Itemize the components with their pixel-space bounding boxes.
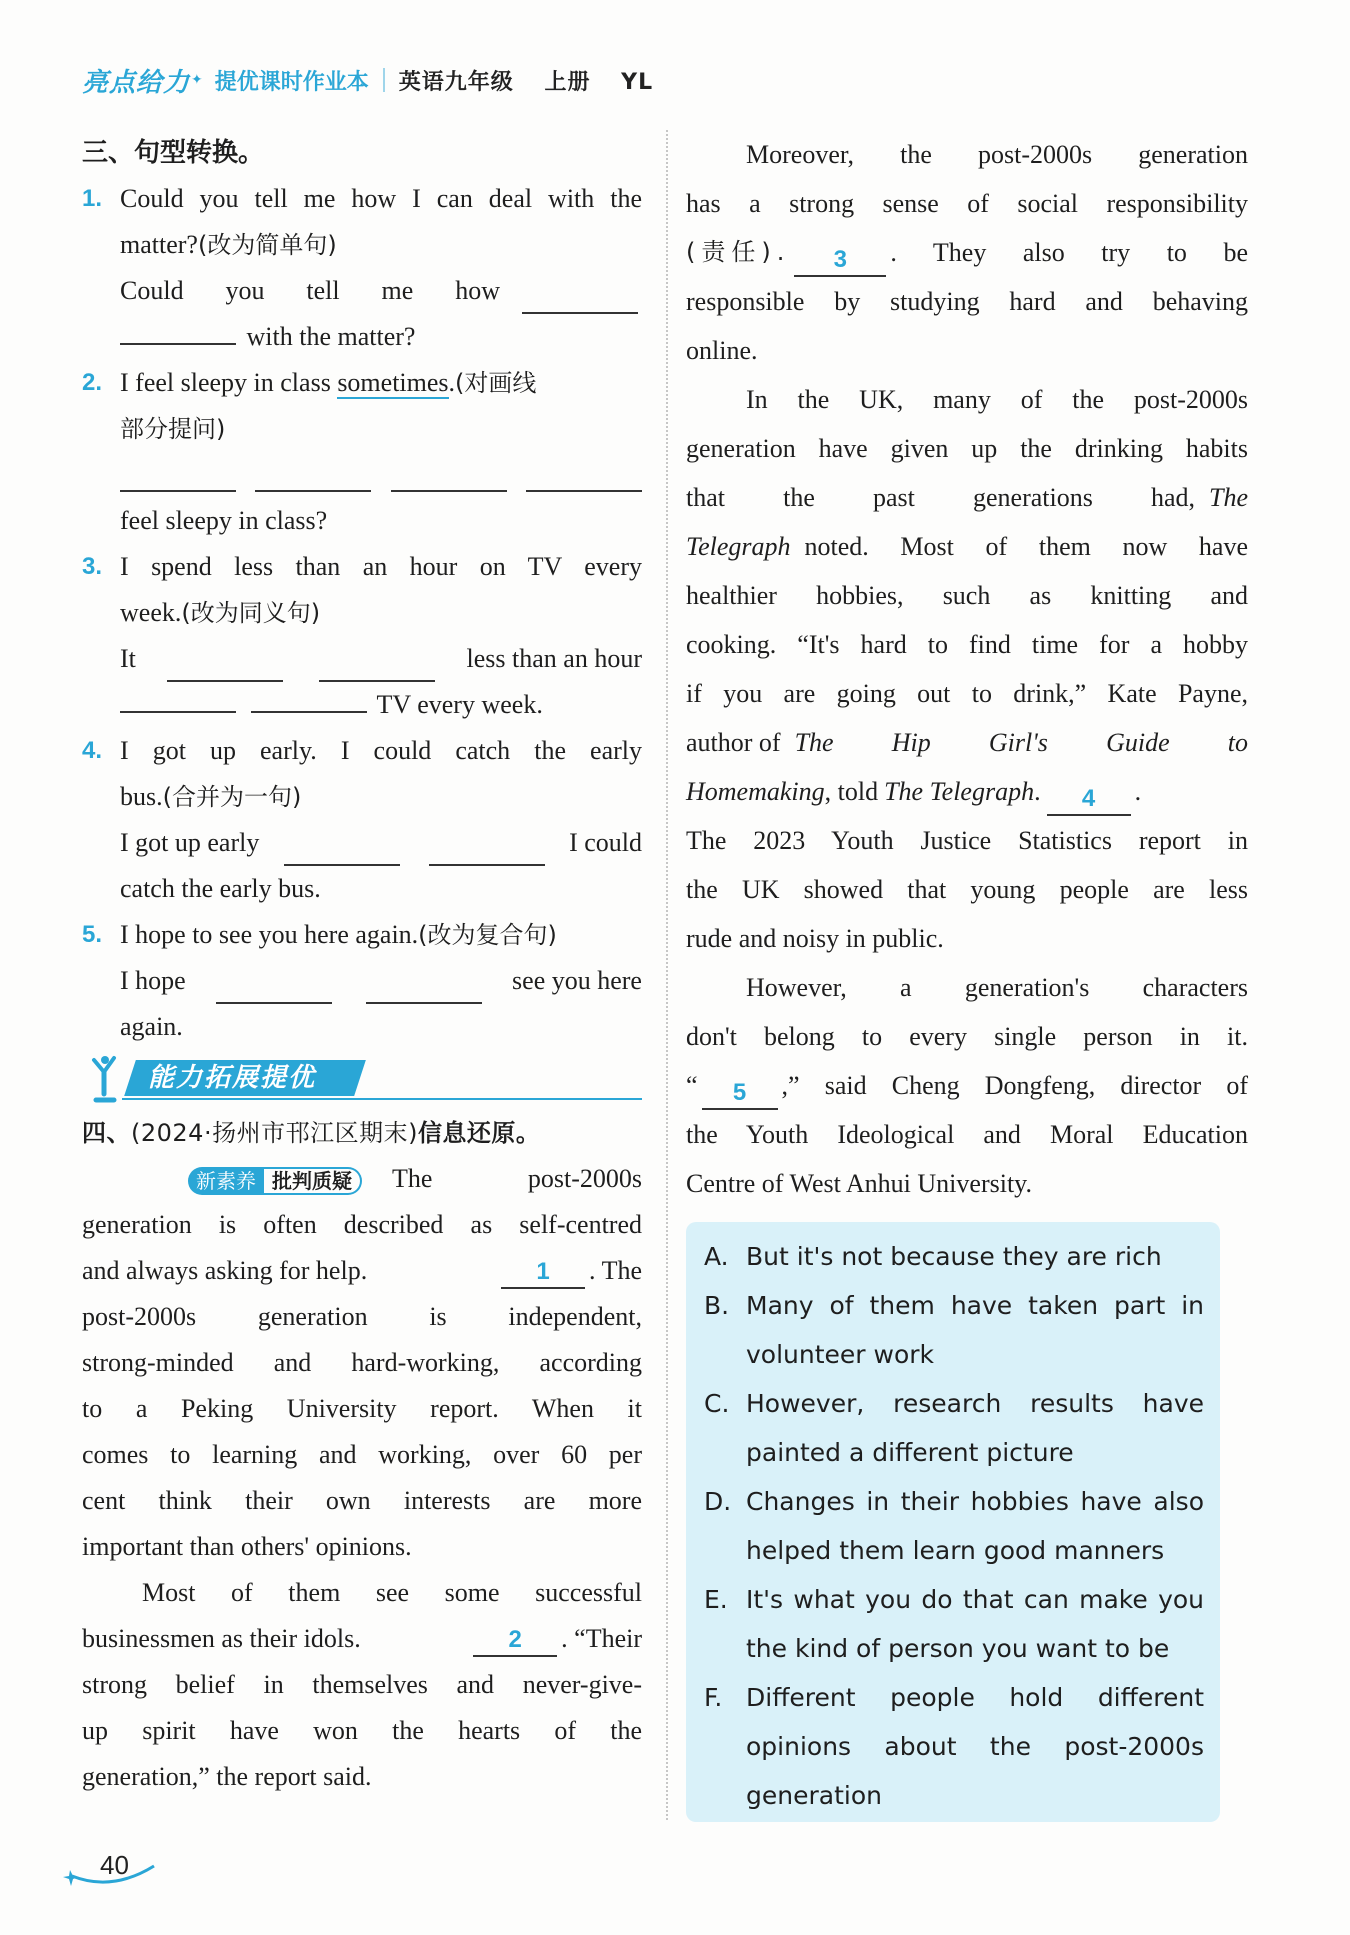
option-f [704,1673,1204,1722]
question-text: . [448,368,456,397]
answer-blank[interactable] [167,652,283,682]
question-text: see you here [512,966,642,995]
section-3-title: 三、句型转换。 [82,138,265,168]
banner-line [122,1098,642,1100]
newspaper-title: The Telegraph [884,777,1035,806]
question-text: week. [120,598,182,627]
option-letter: D. [704,1487,732,1516]
exercise-source: (2024·扬州市邗江区期末) [131,1119,418,1147]
option-e [704,1575,1204,1624]
question-text: I got up early. I could catch the early [120,736,642,765]
option-c [704,1379,1204,1428]
answer-blank[interactable] [319,652,435,682]
passage-text: has a strong sense of social responsibility [686,189,1248,218]
book-info [399,65,675,96]
question-number: 4. [82,737,103,764]
question-1 [82,176,642,360]
passage-text: . [1134,777,1142,806]
passage-text: However, a generation's characters [746,973,1248,1002]
book-title: Homemaking [686,777,825,806]
instruction: (改为同义句) [181,599,321,627]
answer-blank[interactable] [216,974,332,1004]
brand-logo: 亮点给力 [82,67,191,98]
question-text: catch the early bus. [120,874,321,903]
option-b [704,1281,1204,1330]
answer-blank[interactable] [366,974,482,1004]
question-text: I got up early [120,828,260,857]
question-number: 2. [82,369,103,396]
answer-blank[interactable] [526,462,642,492]
passage-text: rude and noisy in public. [686,924,944,953]
passage-text: Most of them see some successful [142,1578,642,1607]
passage-text: comes to learning and working, over 60 per [82,1440,642,1469]
passage-text: “ [686,1071,698,1100]
question-text: I hope [120,966,186,995]
passage-text: strong-minded and hard-working, according [82,1348,642,1377]
option-text: Many of them have taken part in [746,1291,1204,1320]
question-text: Could you tell me how I can deal with the [120,184,642,213]
section-banner [82,1054,642,1110]
instruction: (改为复合句) [418,921,557,949]
option-c-cont [704,1428,1204,1477]
option-text: painted a different picture [746,1438,1074,1467]
instruction: (对画线 [455,369,537,397]
passage-text: ,” said Cheng Dongfeng, director of [781,1071,1248,1100]
passage-text: generation is often described as self-centred [82,1210,642,1239]
passage-text: The 2023 Youth Justice Statistics report in [686,826,1248,855]
question-text: It [120,644,136,673]
option-text: opinions about the post-2000s [746,1732,1204,1761]
answer-blank[interactable] [120,683,236,713]
passage-left [82,1156,642,1800]
answer-blank-2[interactable]: 2 [473,1625,557,1657]
question-number: 1. [82,185,103,212]
passage-text: responsible by studying hard and behaving [686,287,1248,316]
left-column [82,130,642,1800]
passage-text: important than others' opinions. [82,1532,412,1561]
answer-blank[interactable] [284,836,400,866]
passage-text: . “Their [561,1624,642,1653]
option-letter: F. [704,1683,723,1712]
volume: 上册 [544,69,591,95]
newspaper-title: Telegraph [686,532,791,561]
question-text: again. [120,1012,183,1041]
banner-title: 能力拓展提优 [148,1063,317,1093]
instruction: (改为简单句) [197,231,337,259]
question-text: feel sleepy in class? [120,506,328,535]
passage-text: businessmen as their idols. [82,1624,361,1653]
passage-text: . The [589,1256,642,1285]
option-d-cont [704,1526,1204,1575]
passage-text: . They also try to be [890,238,1248,267]
option-letter: A. [704,1242,729,1271]
option-e-cont [704,1624,1204,1673]
option-letter: B. [704,1291,730,1320]
option-letter: E. [704,1585,728,1614]
options-box [686,1222,1220,1822]
book-title: The Hip Girl's Guide to [794,728,1248,757]
passage-text: up spirit have won the hearts of the [82,1716,642,1745]
instruction: 部分提问) [120,415,226,443]
passage-text: generation,” the report said. [82,1762,372,1791]
question-text: TV every week. [376,690,543,719]
option-letter: C. [704,1389,730,1418]
passage-text: that the past generations had, [686,483,1195,512]
answer-blank-3[interactable]: 3 [794,245,886,277]
answer-blank[interactable] [429,836,545,866]
question-text: I hope to see you here again. [120,920,419,949]
question-text: with the matter? [246,322,416,351]
answer-blank[interactable] [522,284,638,314]
question-text: less than an hour [466,644,642,673]
answer-blank-1[interactable]: 1 [501,1257,585,1289]
passage-text: , told [824,777,879,806]
passage-text: cent think their own interests are more [82,1486,642,1515]
subject: 英语九年级 [398,69,514,95]
answer-blank[interactable] [251,683,367,713]
column-divider [666,130,668,1820]
header-divider [383,68,385,92]
right-column [686,130,1248,1208]
passage-text: . [1034,777,1041,806]
passage-text: noted. Most of them now have [804,532,1248,561]
option-text: the kind of person you want to be [746,1634,1170,1663]
tag-critical-thinking: 批判质疑 [264,1167,362,1195]
answer-blank[interactable] [391,462,507,492]
question-4 [82,728,642,912]
answer-blank[interactable] [120,315,236,345]
option-f-cont [704,1771,1204,1820]
question-text: Could you tell me how [120,276,500,305]
option-text: Changes in their hobbies have also [746,1487,1204,1516]
question-number: 5. [82,921,103,948]
option-text: But it's not because they are rich [746,1242,1162,1271]
question-text: I feel sleepy in class [120,368,338,397]
passage-text: strong belief in themselves and never-give- [82,1670,642,1699]
underlined-word: sometimes [337,368,449,397]
newspaper-title: The [1209,483,1248,512]
option-text: However, research results have [746,1389,1204,1418]
passage-text: The post-2000s [392,1164,642,1193]
passage-text: generation have given up the drinking habits [686,434,1248,463]
question-text: I could [569,828,642,857]
answer-blank[interactable] [255,462,371,492]
answer-blank-4[interactable]: 4 [1047,784,1131,816]
trophy-figure-icon [88,1054,122,1104]
passage-text: (责任). [686,238,791,266]
option-a [704,1232,1204,1281]
passage-text: if you are going out to drink,” Kate Payne, [686,679,1248,708]
question-number: 3. [82,553,103,580]
star-icon: ✦ [191,72,203,88]
passage-text: online. [686,336,758,365]
option-f-cont [704,1722,1204,1771]
passage-text: author of [686,728,781,757]
passage-text: and always asking for help. [82,1256,368,1285]
book-subtitle: 提优课时作业本 [214,69,369,95]
option-text: generation [746,1781,882,1810]
edition: YL [621,69,654,95]
option-text: volunteer work [746,1340,935,1369]
question-3 [82,544,642,728]
passage-text: the UK showed that young people are less [686,875,1248,904]
question-2 [82,360,642,544]
answer-blank-5[interactable]: 5 [702,1078,778,1110]
option-b-cont [704,1330,1204,1379]
passage-text: cooking. “It's hard to find time for a hobby [686,630,1248,659]
passage-text: the Youth Ideological and Moral Education [686,1120,1248,1149]
option-text: helped them learn good manners [746,1536,1165,1565]
page-header [82,60,675,100]
tag-new-literacy: 新素养 [188,1167,264,1195]
section-4-heading: 信息还原。 [417,1119,541,1147]
section-4-number: 四、 [82,1119,131,1147]
page-number: 40 [100,1850,129,1880]
question-text: bus. [120,782,163,811]
passage-text: don't belong to every single person in it. [686,1022,1248,1051]
literacy-tag [188,1156,392,1202]
section-4-title [82,1110,642,1156]
option-d [704,1477,1204,1526]
question-5 [82,912,642,1050]
question-text: I spend less than an hour on TV every [120,552,642,581]
passage-text: healthier hobbies, such as knitting and [686,581,1248,610]
option-text: Different people hold different [746,1683,1204,1712]
passage-text: post-2000s generation is independent, [82,1302,642,1331]
answer-blank[interactable] [120,462,236,492]
passage-text: to a Peking University report. When it [82,1394,642,1423]
passage-text: In the UK, many of the post-2000s [746,385,1248,414]
question-text: matter? [120,230,198,259]
passage-text: Centre of West Anhui University. [686,1169,1032,1198]
instruction: (合并为一句) [162,783,302,811]
passage-text: Moreover, the post-2000s generation [746,140,1248,169]
option-text: It's what you do that can make you [746,1585,1204,1614]
